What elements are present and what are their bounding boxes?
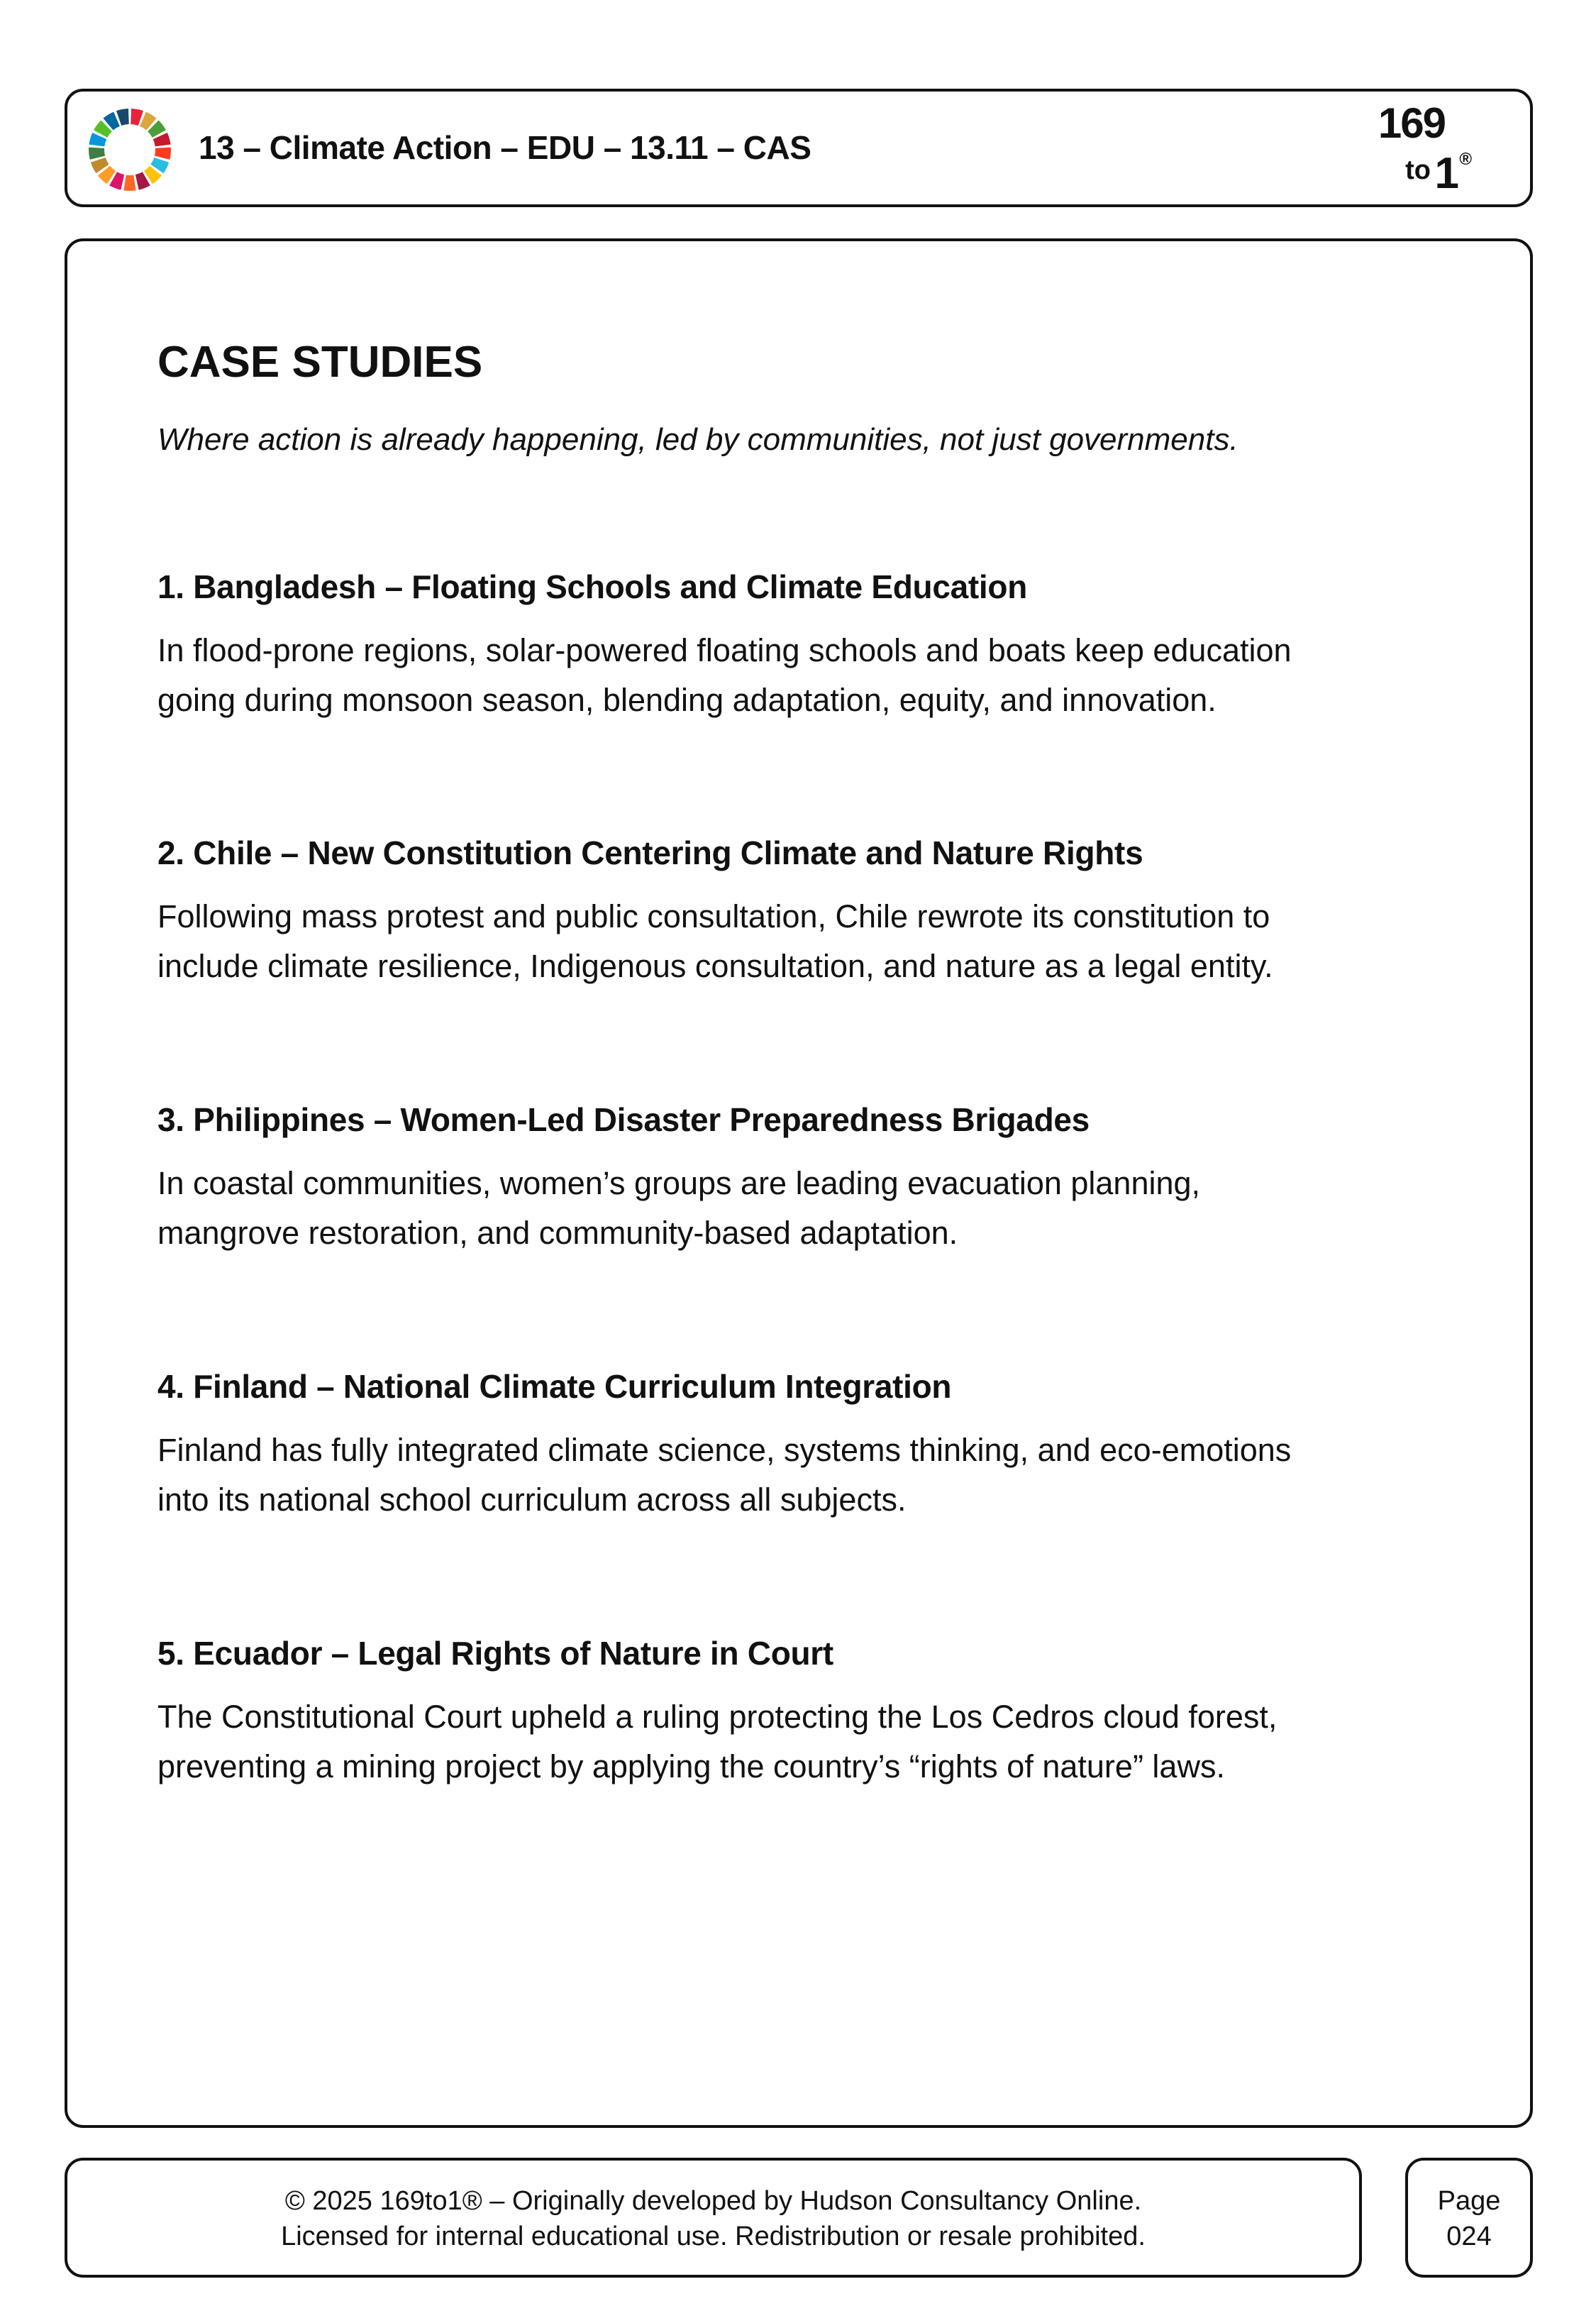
body-line: The Constitutional Court upheld a ruling protecting the Los Cedros cloud forest,: [157, 1699, 1278, 1735]
body-line: Following mass protest and public consultation, Chile rewrote its constitution to: [157, 898, 1270, 934]
footer-text: [67, 2183, 1359, 2254]
license-line: Licensed for internal educational use. Redistribution or resale prohibited.: [281, 2222, 1146, 2251]
case-study-chile: [157, 834, 1470, 991]
case-study-heading: 3. Philippines – Women-Led Disaster Preparedness Brigades: [157, 1101, 1090, 1138]
case-study-ecuador: [157, 1634, 1470, 1792]
case-study-finland: [157, 1367, 1470, 1525]
case-study-body: [157, 626, 1470, 725]
body-line: In flood-prone regions, solar-powered floating schools and boats keep education: [157, 632, 1292, 668]
body-line: mangrove restoration, and community-based adaptation.: [157, 1215, 958, 1251]
page-label: Page: [1437, 2186, 1501, 2216]
body-line: include climate resilience, Indigenous consultation, and nature as a legal entity.: [157, 948, 1273, 984]
case-study-body: [157, 1692, 1470, 1792]
brand-logo-to: to: [1405, 155, 1431, 185]
sdg-wheel-segment: [123, 175, 135, 191]
case-study-body: [157, 1425, 1470, 1525]
content-panel: [65, 238, 1533, 2128]
body-line: going during monsoon season, blending adaptation, equity, and innovation.: [157, 682, 1217, 718]
header-title: 13 – Climate Action – EDU – 13.11 – CAS: [199, 129, 811, 166]
sdg-wheel-segment: [155, 148, 171, 160]
page-subtitle: Where action is already happening, led by communities, not just governments.: [157, 422, 1238, 457]
page-indicator: [1408, 2183, 1530, 2254]
case-study-heading: 2. Chile – New Constitution Centering Climate and Nature Rights: [157, 834, 1143, 871]
brand-logo-169: 169: [1378, 99, 1445, 147]
brand-logo-registered: ®: [1459, 150, 1472, 169]
page-number: 024: [1446, 2222, 1492, 2251]
footer-copyright: [65, 2158, 1362, 2278]
body-line: In coastal communities, women’s groups are leading evacuation planning,: [157, 1165, 1201, 1201]
case-study-philippines: [157, 1100, 1470, 1258]
case-study-heading: 5. Ecuador – Legal Rights of Nature in Court: [157, 1635, 833, 1672]
body-line: preventing a mining project by applying the country’s “rights of nature” laws.: [157, 1748, 1225, 1784]
brand-logo-1: 1: [1434, 149, 1459, 198]
body-line: into its national school curriculum across all subjects.: [157, 1482, 907, 1518]
body-line: Finland has fully integrated climate science, systems thinking, and eco-emotions: [157, 1432, 1292, 1468]
case-study-body: [157, 1159, 1470, 1258]
case-study-heading: 1. Bangladesh – Floating Schools and Climate Education: [157, 568, 1028, 605]
sdg-wheel-logo: [87, 107, 172, 192]
case-study-bangladesh: [157, 568, 1470, 725]
page-number-box: [1405, 2158, 1533, 2278]
page-title: CASE STUDIES: [157, 338, 483, 387]
sdg-wheel-segment: [89, 148, 105, 160]
header-bar: [65, 89, 1533, 207]
case-study-heading: 4. Finland – National Climate Curriculum Integration: [157, 1368, 952, 1405]
case-study-body: [157, 892, 1470, 991]
copyright-line: © 2025 169to1® – Originally developed by Hudson Consultancy Online.: [284, 2186, 1142, 2216]
